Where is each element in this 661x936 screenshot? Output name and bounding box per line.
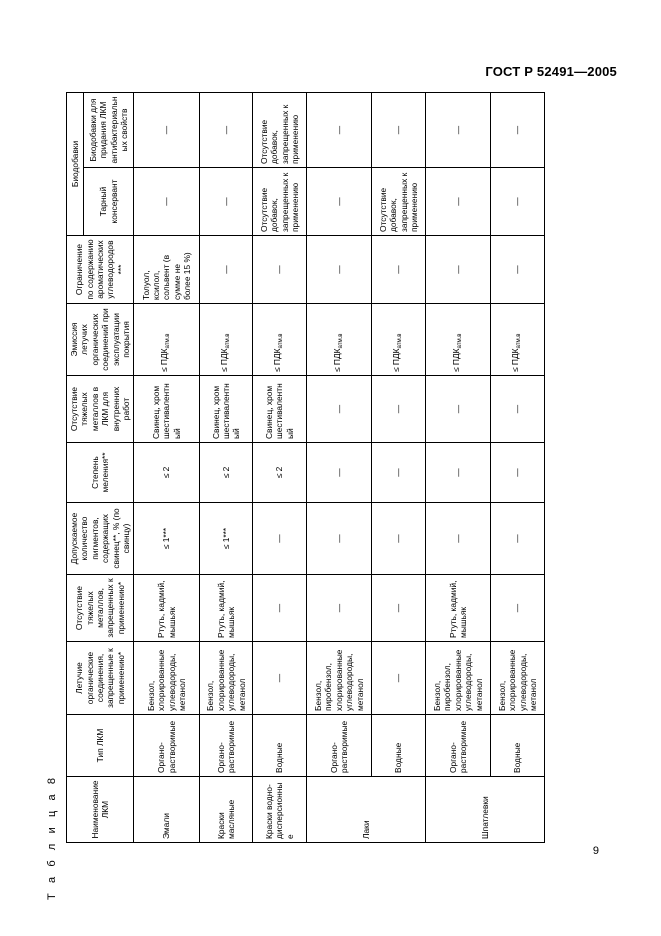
col-header-name: Наименование ЛКМ [67, 777, 134, 843]
pdk-subscript: атм.в [224, 333, 231, 349]
cell-chalking: ≤ 2 [199, 443, 253, 503]
cell-emission [372, 304, 426, 376]
cell-lead: — [253, 503, 307, 575]
cell-chalking: ≤ 2 [253, 443, 307, 503]
col-header-antibacterial: Биодобавки для придания ЛКМ антибактериальных свойств [84, 93, 134, 168]
cell-metals: — [253, 575, 307, 642]
pdk-subscript: атм.в [397, 333, 404, 349]
pdk-subscript: атм.в [165, 333, 172, 349]
cell-name: Лаки [306, 777, 425, 843]
cell-metals: — [372, 575, 426, 642]
pdk-value: ≤ ПДК [391, 348, 402, 372]
table-caption: Т а б л и ц а 8 [46, 774, 58, 900]
rotated-table [66, 93, 541, 843]
cell-type: Органо-растворимые [306, 715, 371, 777]
cell-voc: Бензол, хлорированные углеводороды, метанол [491, 642, 545, 715]
cell-chalking: — [306, 443, 371, 503]
cell-metals: Ртуть, кадмий, мышьяк [199, 575, 253, 642]
table-row [425, 93, 490, 843]
cell-aromatic: — [372, 236, 426, 304]
pdk-subscript: атм.в [456, 333, 463, 349]
cell-metals: Ртуть, кадмий, мышьяк [425, 575, 490, 642]
pdk-value: ≤ ПДК [331, 348, 342, 372]
cell-emission [199, 304, 253, 376]
cell-name: Краски масляные [199, 777, 253, 843]
standard-header: ГОСТ Р 52491—2005 [485, 64, 617, 79]
table-row [134, 93, 199, 843]
table-row [306, 93, 371, 843]
cell-antibacterial: — [199, 93, 253, 168]
requirements-table [66, 92, 545, 843]
cell-preservative: — [491, 168, 545, 236]
cell-metals-interior: — [306, 376, 371, 443]
cell-chalking: ≤ 2 [134, 443, 199, 503]
cell-metals: — [491, 575, 545, 642]
table-row [491, 93, 545, 843]
cell-type: Водные [253, 715, 307, 777]
col-header-metals: Отсутствие тяжелых металлов, запрещенных к применению* [67, 575, 134, 642]
cell-emission [491, 304, 545, 376]
cell-aromatic: Толуол, ксилол, сольвент (в сумме не более 15 %) [134, 236, 199, 304]
cell-chalking: — [491, 443, 545, 503]
cell-antibacterial: Отсутствие добавок, запрещенных к применению [253, 93, 307, 168]
cell-antibacterial: — [491, 93, 545, 168]
col-header-chalking: Степень меления** [67, 443, 134, 503]
cell-antibacterial: — [425, 93, 490, 168]
cell-metals-interior: — [491, 376, 545, 443]
cell-lead: — [372, 503, 426, 575]
pdk-value: ≤ ПДК [510, 348, 521, 372]
cell-antibacterial: — [134, 93, 199, 168]
cell-emission [134, 304, 199, 376]
cell-name: Шпатлевки [425, 777, 544, 843]
pdk-value: ≤ ПДК [272, 348, 283, 372]
cell-emission [425, 304, 490, 376]
cell-metals-interior: Свинец, хром шестивалентный [199, 376, 253, 443]
col-header-type: Тип ЛКМ [67, 715, 134, 777]
cell-aromatic: — [491, 236, 545, 304]
col-header-preservative: Тарный консервант [84, 168, 134, 236]
cell-metals: — [306, 575, 371, 642]
pdk-subscript: атм.в [337, 333, 344, 349]
cell-metals-interior: Свинец, хром шестивалентный [134, 376, 199, 443]
col-header-voc: Летучие органические соединения, запрещенные к применению* [67, 642, 134, 715]
pdk-value: ≤ ПДК [159, 348, 170, 372]
cell-aromatic: — [425, 236, 490, 304]
cell-antibacterial: — [306, 93, 371, 168]
cell-lead: ≤ 1*** [134, 503, 199, 575]
table-container [66, 93, 541, 843]
cell-lead: — [306, 503, 371, 575]
cell-preservative: Отсутствие добавок, запрещенных к применению [372, 168, 426, 236]
cell-metals-interior: — [372, 376, 426, 443]
page-number: 9 [592, 845, 599, 857]
cell-type: Органо-растворимые [199, 715, 253, 777]
pdk-value: ≤ ПДК [450, 348, 461, 372]
pdk-value: ≤ ПДК [218, 348, 229, 372]
cell-emission [253, 304, 307, 376]
cell-type: Органо-растворимые [425, 715, 490, 777]
col-header-emission: Эмиссия летучих органических соединений при эксплуатации покрытия [67, 304, 134, 376]
cell-preservative: — [134, 168, 199, 236]
table-row [372, 93, 426, 843]
cell-preservative: — [199, 168, 253, 236]
cell-voc: Бензол, хлорированные углеводороды, метанол [199, 642, 253, 715]
cell-antibacterial: — [372, 93, 426, 168]
cell-type: Органо-растворимые [134, 715, 199, 777]
cell-voc: Бензол, пиробензол, хлорированные углеводороды, метанол [425, 642, 490, 715]
cell-voc: Бензол, пиробензол, хлорированные углеводороды, метанол [306, 642, 371, 715]
pdk-subscript: атм.в [516, 333, 523, 349]
cell-voc: — [372, 642, 426, 715]
cell-voc: — [253, 642, 307, 715]
table-row [199, 93, 253, 843]
table-row [253, 93, 307, 843]
cell-metals-interior: Свинец, хром шестивалентный [253, 376, 307, 443]
col-header-metals-interior: Отсутствие тяжелых металлов в ЛКМ для внутренних работ [67, 376, 134, 443]
cell-lead: — [425, 503, 490, 575]
cell-metals: Ртуть, кадмий, мышьяк [134, 575, 199, 642]
cell-preservative: — [306, 168, 371, 236]
cell-aromatic: — [199, 236, 253, 304]
cell-type: Водные [491, 715, 545, 777]
cell-chalking: — [372, 443, 426, 503]
cell-lead: — [491, 503, 545, 575]
cell-emission [306, 304, 371, 376]
cell-voc: Бензол, хлорированные углеводороды, метанол [134, 642, 199, 715]
cell-name: Эмали [134, 777, 199, 843]
header-row-group [67, 93, 84, 843]
cell-lead: ≤ 1*** [199, 503, 253, 575]
cell-aromatic: — [306, 236, 371, 304]
cell-name: Краски водно-дисперсионные [253, 777, 307, 843]
col-header-aromatic: Ограничение по содержанию ароматических углеводородов*** [67, 236, 134, 304]
col-header-lead: Допускаемое количество пигментов, содержащих свинец**, % (по свинцу) [67, 503, 134, 575]
cell-preservative: Отсутствие добавок, запрещенных к применению [253, 168, 307, 236]
cell-aromatic: — [253, 236, 307, 304]
cell-preservative: — [425, 168, 490, 236]
cell-metals-interior: — [425, 376, 490, 443]
col-header-biodobavki: Биодобавки [67, 93, 84, 236]
pdk-subscript: атм.в [278, 333, 285, 349]
cell-type: Водные [372, 715, 426, 777]
cell-chalking: — [425, 443, 490, 503]
